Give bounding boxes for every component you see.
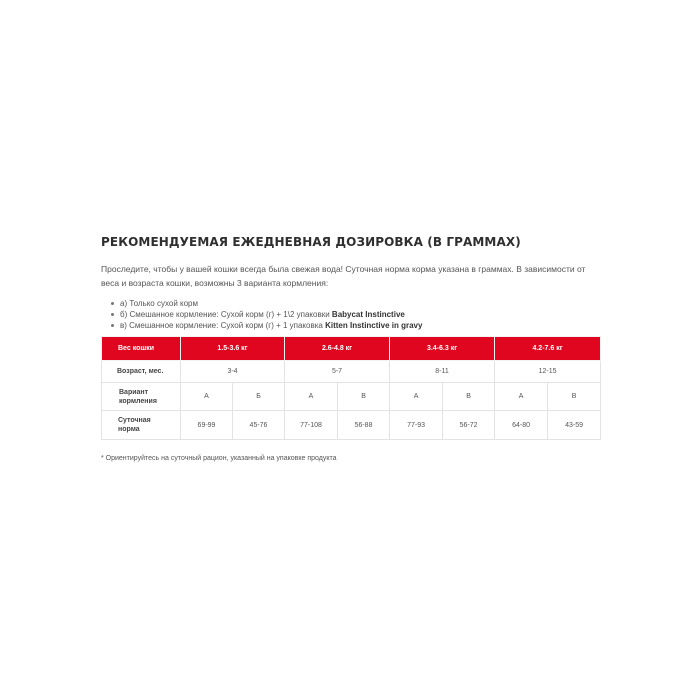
age-cell: 5-7 [285,361,390,383]
variant-row-label: Вариант кормления [102,383,181,411]
variant-cell: В [338,383,390,411]
weight-row [102,337,601,361]
section-heading: РЕКОМЕНДУЕМАЯ ЕЖЕДНЕВНАЯ ДОЗИРОВКА (В ГРАММАХ) [101,235,521,249]
weight-header: 2.6-4.8 кг [285,337,390,361]
norm-row-label: Суточная норма [102,411,181,440]
feeding-options-list [101,298,600,331]
norm-cell: 77-108 [285,411,338,440]
intro-text: Проследите, чтобы у вашей кошки всегда была свежая вода! Суточная норма корма указана в граммах. В зависимости от веса и возраста кошки, возможны 3 варианта кормления: [101,264,586,288]
product-name-babycat: Babycat Instinctive [331,310,405,319]
variant-cell: В [443,383,495,411]
norm-cell: 43-59 [548,411,601,440]
age-row [102,361,601,383]
dosage-section [101,232,600,331]
variant-cell: А [181,383,233,411]
norm-cell: 69-99 [181,411,233,440]
norm-row [102,411,601,440]
norm-cell: 56-88 [338,411,390,440]
footnote: * Ориентируйтесь на суточный рацион, указанный на упаковке продукта [101,455,337,462]
feeding-option-c: в) Смешанное кормление: Сухой корм (г) + 1 упаковка Kitten Instinctive in gravy [111,320,600,331]
age-row-label: Возраст, мес. [102,361,181,383]
variant-row [102,383,601,411]
weight-header: 4.2-7.6 кг [495,337,601,361]
age-cell: 8-11 [390,361,495,383]
age-cell: 12-15 [495,361,601,383]
norm-cell: 77-93 [390,411,443,440]
variant-cell: В [548,383,601,411]
variant-cell: А [285,383,338,411]
norm-cell: 45-76 [233,411,285,440]
variant-cell: Б [233,383,285,411]
weight-header-label: Вес кошки [102,337,181,361]
variant-cell: А [390,383,443,411]
product-name-kitten: Kitten Instinctive in gravy [325,321,423,330]
dosage-table [101,336,601,440]
weight-header: 1.5-3.6 кг [181,337,285,361]
age-cell: 3-4 [181,361,285,383]
feeding-option-b: б) Смешанное кормление: Сухой корм (г) + 1\2 упаковки Babycat Instinctive [111,309,600,320]
norm-cell: 64-80 [495,411,548,440]
weight-header: 3.4-6.3 кг [390,337,495,361]
feeding-option-a: а) Только сухой корм [111,298,600,309]
variant-cell: А [495,383,548,411]
norm-cell: 56-72 [443,411,495,440]
